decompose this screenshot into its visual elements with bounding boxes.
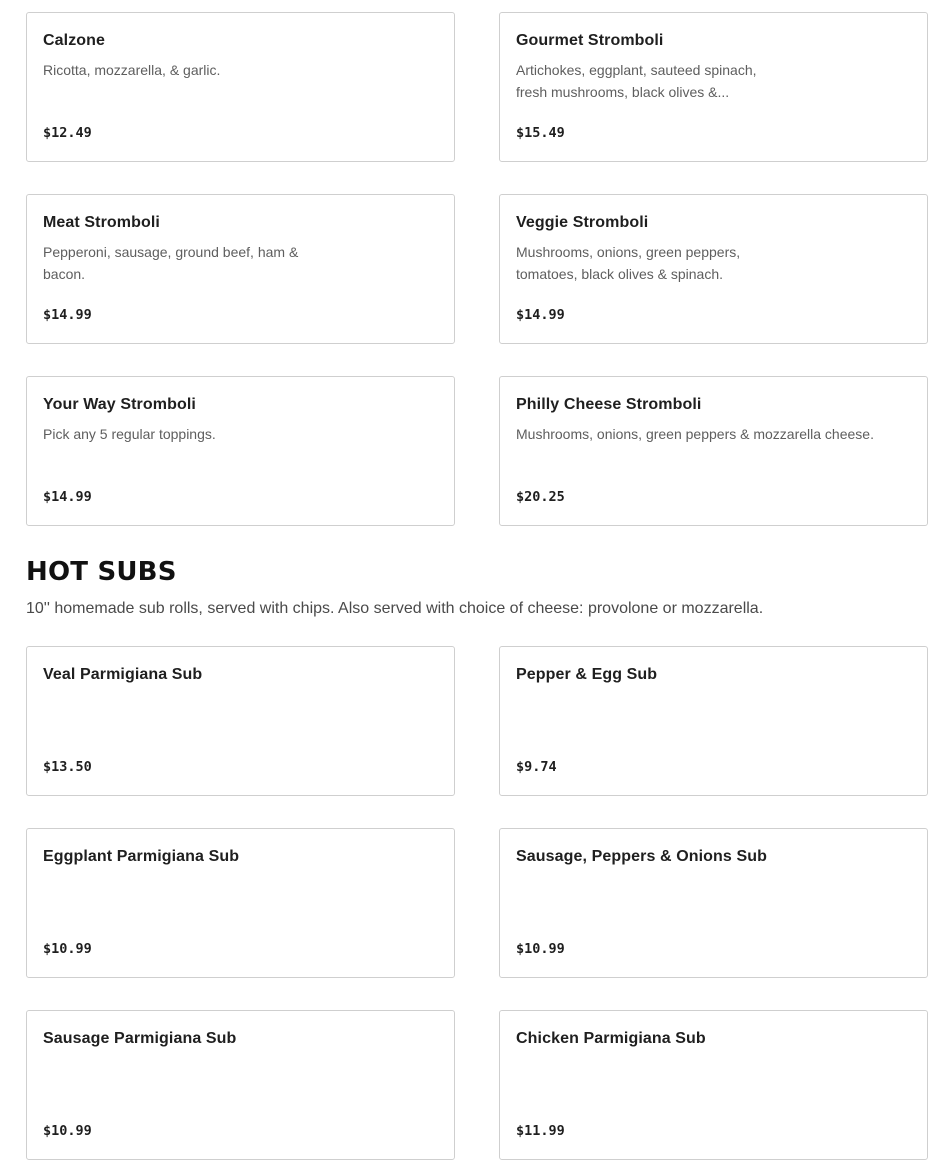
item-name: Gourmet Stromboli <box>516 32 664 49</box>
section-title: HOT SUBS <box>26 557 177 587</box>
item-price: $13.50 <box>43 759 92 775</box>
menu-item-card[interactable] <box>499 12 928 162</box>
item-name: Philly Cheese Stromboli <box>516 396 702 413</box>
item-price: $11.99 <box>516 1123 565 1139</box>
item-name: Veal Parmigiana Sub <box>43 666 203 683</box>
menu-item-card[interactable] <box>26 376 455 526</box>
menu-item-card[interactable] <box>26 12 455 162</box>
item-price: $20.25 <box>516 489 565 505</box>
stromboli-items-grid <box>26 12 928 526</box>
item-price: $10.99 <box>43 1123 92 1139</box>
item-description: Mushrooms, onions, green peppers & mozzarella cheese. <box>516 426 874 442</box>
menu-item-card[interactable] <box>499 828 928 978</box>
menu-item-card[interactable] <box>26 194 455 344</box>
item-name: Eggplant Parmigiana Sub <box>43 848 240 865</box>
item-price: $9.74 <box>516 759 557 775</box>
menu-item-card[interactable] <box>499 376 928 526</box>
menu-item-card[interactable] <box>26 1010 455 1160</box>
item-price: $10.99 <box>43 941 92 957</box>
item-name: Sausage, Peppers & Onions Sub <box>516 848 767 865</box>
item-name: Veggie Stromboli <box>516 214 649 231</box>
menu-item-card[interactable] <box>26 646 455 796</box>
item-description: Ricotta, mozzarella, & garlic. <box>43 62 221 78</box>
item-name: Your Way Stromboli <box>43 396 196 413</box>
item-description: Artichokes, eggplant, sauteed spinach, fresh mushrooms, black olives &... <box>516 62 757 100</box>
item-price: $14.99 <box>43 307 92 323</box>
item-name: Sausage Parmigiana Sub <box>43 1030 237 1047</box>
item-name: Calzone <box>43 32 106 49</box>
item-price: $12.49 <box>43 125 92 141</box>
menu-item-card[interactable] <box>499 1010 928 1160</box>
item-description: Pepperoni, sausage, ground beef, ham & bacon. <box>43 244 299 282</box>
item-price: $14.99 <box>516 307 565 323</box>
item-description: Mushrooms, onions, green peppers, tomatoes, black olives & spinach. <box>516 244 741 282</box>
item-name: Meat Stromboli <box>43 214 160 231</box>
menu-item-card[interactable] <box>499 646 928 796</box>
section-description: 10'' homemade sub rolls, served with chips. Also served with choice of cheese: provolone or mozzarella. <box>26 600 764 617</box>
item-price: $14.99 <box>43 489 92 505</box>
item-price: $10.99 <box>516 941 565 957</box>
hot-subs-grid <box>26 646 928 1160</box>
menu-item-card[interactable] <box>499 194 928 344</box>
item-description: Pick any 5 regular toppings. <box>43 426 216 442</box>
menu-item-card[interactable] <box>26 828 455 978</box>
item-name: Pepper & Egg Sub <box>516 666 658 683</box>
item-name: Chicken Parmigiana Sub <box>516 1030 706 1047</box>
item-price: $15.49 <box>516 125 565 141</box>
